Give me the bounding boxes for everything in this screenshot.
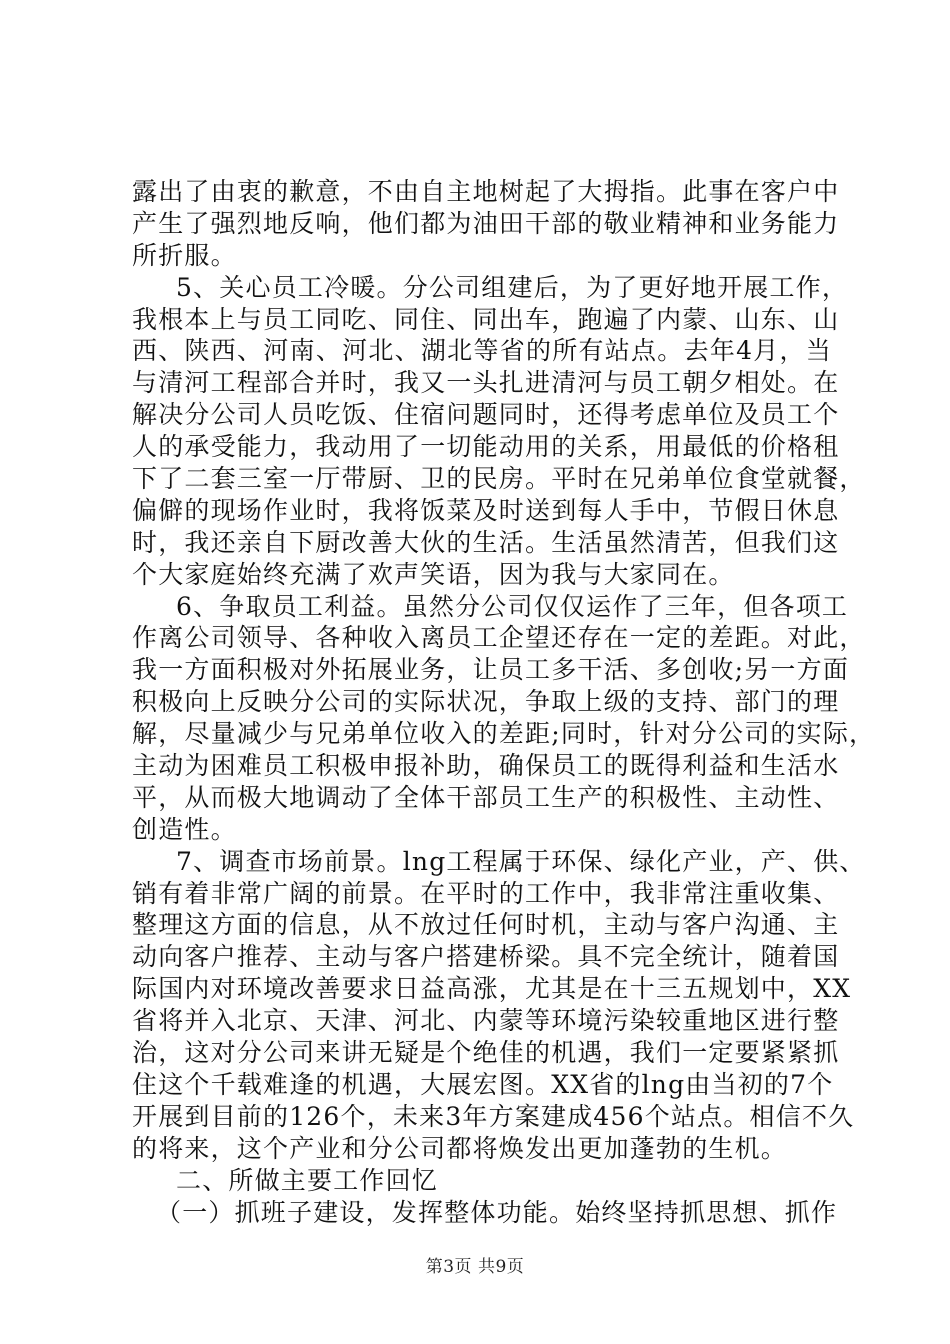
text-line: 省将并入北京、天津、河北、内蒙等环境污染较重地区进行整 xyxy=(132,1006,840,1036)
paragraph-heading-7: 7、调查市场前景。lng工程属于环保、绿化产业，产、供、 xyxy=(176,846,866,876)
text-line: 销有着非常广阔的前景。在平时的工作中，我非常注重收集、 xyxy=(132,878,840,908)
text-line: 动向客户推荐、主动与客户搭建桥梁。具不完全统计，随着国 xyxy=(132,942,840,972)
document-body xyxy=(132,176,876,1228)
text-line: 积极向上反映分公司的实际状况，争取上级的支持、部门的理 xyxy=(132,687,840,717)
text-line: 的将来，这个产业和分公司都将焕发出更加蓬勃的生机。 xyxy=(132,1133,788,1163)
text-line: 露出了由衷的歉意，不由自主地树起了大拇指。此事在客户中 xyxy=(132,177,840,206)
text-line: 下了二套三室一厅带厨、卫的民房。平时在兄弟单位食堂就餐， xyxy=(132,464,866,494)
text-line: 产生了强烈地反响，他们都为油田干部的敬业精神和业务能力 xyxy=(132,208,840,238)
text-line: 与清河工程部合并时，我又一头扎进清河与员工朝夕相处。在 xyxy=(132,368,840,398)
text-line: 我一方面积极对外拓展业务，让员工多干活、多创收;另一方面 xyxy=(132,655,850,685)
text-line: 偏僻的现场作业时，我将饭菜及时送到每人手中，节假日休息 xyxy=(132,495,840,525)
subsection-heading: （一）抓班子建设，发挥整体功能。始终坚持抓思想、抓作 xyxy=(156,1197,838,1227)
text-line: 解，尽量减少与兄弟单位收入的差距;同时，针对分公司的实际， xyxy=(132,719,876,749)
text-line: 西、陕西、河南、河北、湖北等省的所有站点。去年4月，当 xyxy=(132,336,832,366)
text-line: 开展到目前的126个，未来3年方案建成456个站点。相信不久 xyxy=(132,1101,855,1131)
text-line: 住这个千载难逢的机遇，大展宏图。XX省的lng由当初的7个 xyxy=(132,1069,834,1099)
text-line: 个大家庭始终充满了欢声笑语，因为我与大家同在。 xyxy=(132,559,735,589)
text-line: 人的承受能力，我动用了一切能动用的关系，用最低的价格租 xyxy=(132,432,840,462)
text-line: 创造性。 xyxy=(132,814,237,844)
text-line: 解决分公司人员吃饭、住宿问题同时，还得考虑单位及员工个 xyxy=(132,400,840,430)
text-line: 作离公司领导、各种收入离员工企望还存在一定的差距。对此， xyxy=(132,623,866,653)
text-line: 我根本上与员工同吃、同住、同出车，跑遍了内蒙、山东、山 xyxy=(132,304,840,334)
text-line: 所折服。 xyxy=(132,240,237,270)
text-line: 际国内对环境改善要求日益高涨，尤其是在十三五规划中，XX xyxy=(132,974,852,1004)
text-line: 整理这方面的信息，从不放过任何时机，主动与客户沟通、主 xyxy=(132,910,840,940)
page-number-footer: 第3页 共9页 xyxy=(425,1257,525,1277)
section-heading: 二、所做主要工作回忆 xyxy=(176,1165,439,1195)
paragraph-heading-6: 6、争取员工利益。虽然分公司仅仅运作了三年，但各项工 xyxy=(176,591,849,621)
paragraph-heading-5: 5、关心员工冷暖。分公司组建后，为了更好地开展工作， xyxy=(176,272,849,302)
text-line: 平，从而极大地调动了全体干部员工生产的积极性、主动性、 xyxy=(132,782,840,812)
text-line: 时，我还亲自下厨改善大伙的生活。生活虽然清苦，但我们这 xyxy=(132,527,840,557)
text-line: 治，这对分公司来讲无疑是个绝佳的机遇，我们一定要紧紧抓 xyxy=(132,1038,840,1068)
text-line: 主动为困难员工积极申报补助，确保员工的既得利益和生活水 xyxy=(132,751,840,781)
